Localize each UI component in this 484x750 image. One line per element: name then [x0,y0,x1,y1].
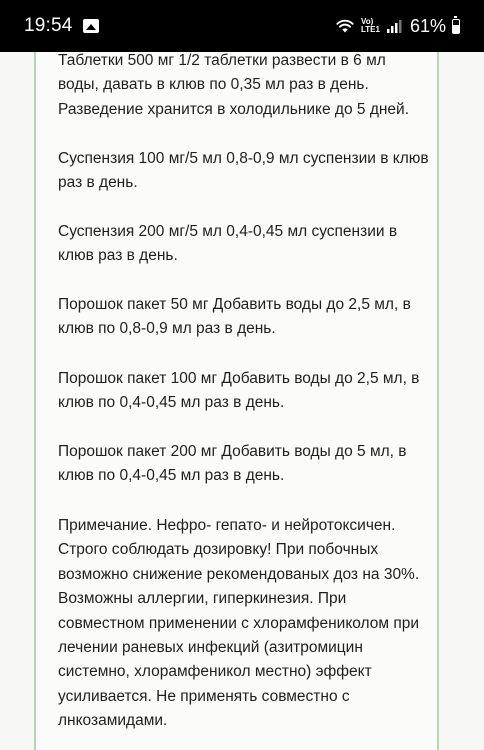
article-note: Примечание. Нефро- гепато- и нейротоксичен. Строго соблюдать дозировку! При побочных возможно снижение рекомендованых доз на 30%. Возможны аллергии, гиперкинезия. При совместном применении с хлорамфениколом при лечении раневых инфекций (азитромицин системно, хлорамфеникол местно) эффект усиливается. Не применять совместно с лнкозамидами. [58,517,420,730]
battery-fill [453,25,459,33]
status-bar [0,0,484,52]
battery-icon [452,19,460,34]
article-paragraph: Таблетки 500 мг 1/2 таблетки развести в 6 мл воды, давать в клюв по 0,35 мл раз в день. Разведение хранится в холодильнике до 5 дней. [58,52,410,118]
article-paragraph: Порошок пакет 100 мг Добавить воды до 2,5 мл, в клюв по 0,4-0,45 мл раз в день. [58,370,420,412]
article-paragraph: Суспензия 200 мг/5 мл 0,4-0,45 мл суспензии в клюв раз в день. [58,223,398,265]
content-right-border [437,52,439,750]
battery-percent: 61% [409,15,446,36]
signal-icon [386,18,404,34]
wifi-icon [335,18,355,34]
article-paragraph: Суспензия 100 мг/5 мл 0,8-0,9 мл суспензии в клюв раз в день. [58,150,429,192]
article-body [36,52,437,750]
article-paragraph: Порошок пакет 200 мг Добавить воды до 5 мл, в клюв по 0,4-0,45 мл раз в день. [58,443,407,485]
article-paragraph: Порошок пакет 50 мг Добавить воды до 2,5 мл, в клюв по 0,8-0,9 мл раз в день. [58,296,411,338]
volte-label-bottom: LTE1 [361,25,380,34]
gallery-icon [83,19,99,33]
volte-label [361,18,380,34]
volte-label-top: Vo) [361,17,374,26]
status-indicators [335,16,460,37]
status-time: 19:54 [24,15,73,36]
page [0,52,484,750]
